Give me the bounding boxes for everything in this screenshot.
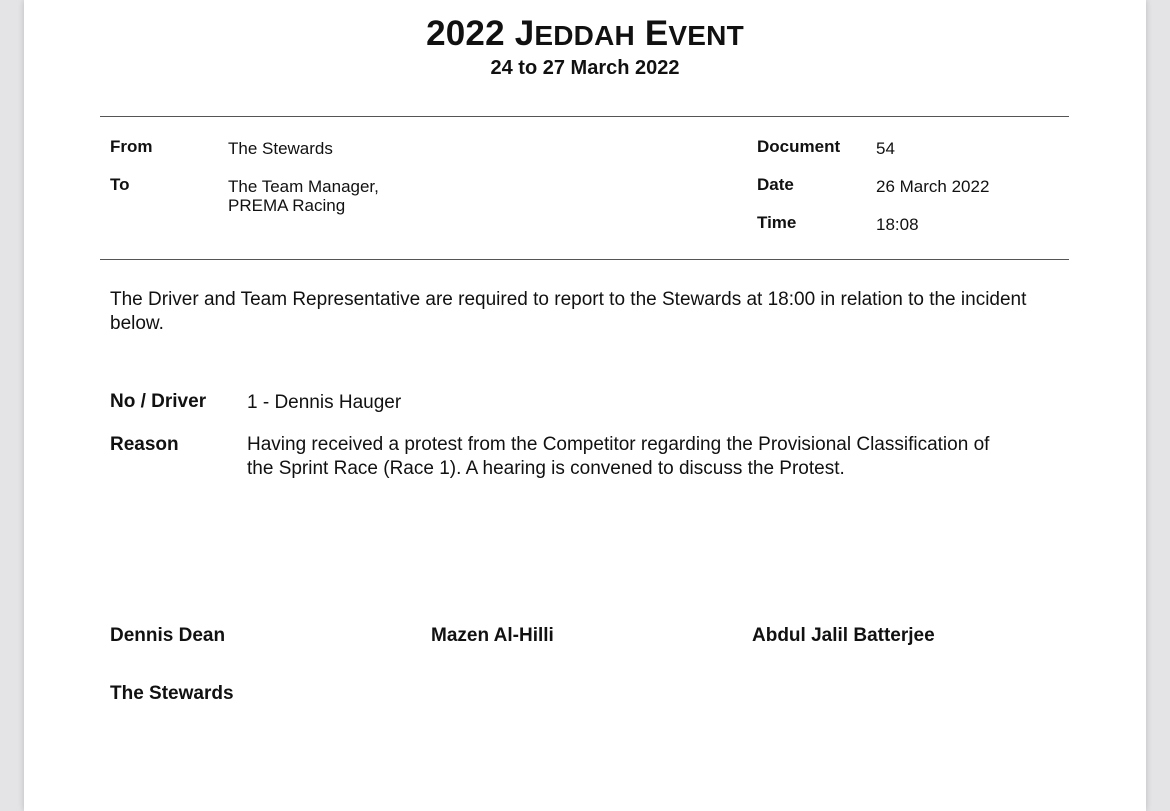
document-page: [24, 0, 1146, 811]
to-label: To: [110, 175, 130, 194]
reason-value: Having received a protest from the Competitor regarding the Provisional Classification of the Sprint Race (Race 1). A hearing is convened to discuss the Protest.: [247, 434, 990, 479]
document-number: 54: [876, 139, 895, 158]
from-value: The Stewards: [228, 139, 333, 158]
reason-label: Reason: [110, 434, 179, 455]
document-label: Document: [757, 137, 841, 156]
document-title: 2022 JEDDAH EVENT: [426, 14, 744, 53]
header-top-rule: [100, 116, 1069, 117]
time-label: Time: [757, 213, 797, 232]
date-value: 26 March 2022: [876, 177, 990, 196]
signatory-2: Mazen Al-Hilli: [431, 625, 554, 646]
to-value-line2: PREMA Racing: [228, 196, 346, 215]
header-bottom-rule: [100, 259, 1069, 260]
signatory-3: Abdul Jalil Batterjee: [752, 625, 935, 646]
time-value: 18:08: [876, 215, 919, 234]
driver-value: 1 - Dennis Hauger: [247, 392, 402, 413]
event-dates: 24 to 27 March 2022: [490, 57, 680, 79]
from-label: From: [110, 137, 153, 156]
driver-label: No / Driver: [110, 391, 207, 412]
date-label: Date: [757, 175, 794, 194]
footer-stewards: The Stewards: [110, 683, 234, 704]
intro-paragraph: The Driver and Team Representative are required to report to the Stewards at 18:00 in relation to the incident below.: [110, 289, 1027, 334]
to-value-line1: The Team Manager,: [228, 177, 379, 196]
signatory-1: Dennis Dean: [110, 625, 226, 646]
